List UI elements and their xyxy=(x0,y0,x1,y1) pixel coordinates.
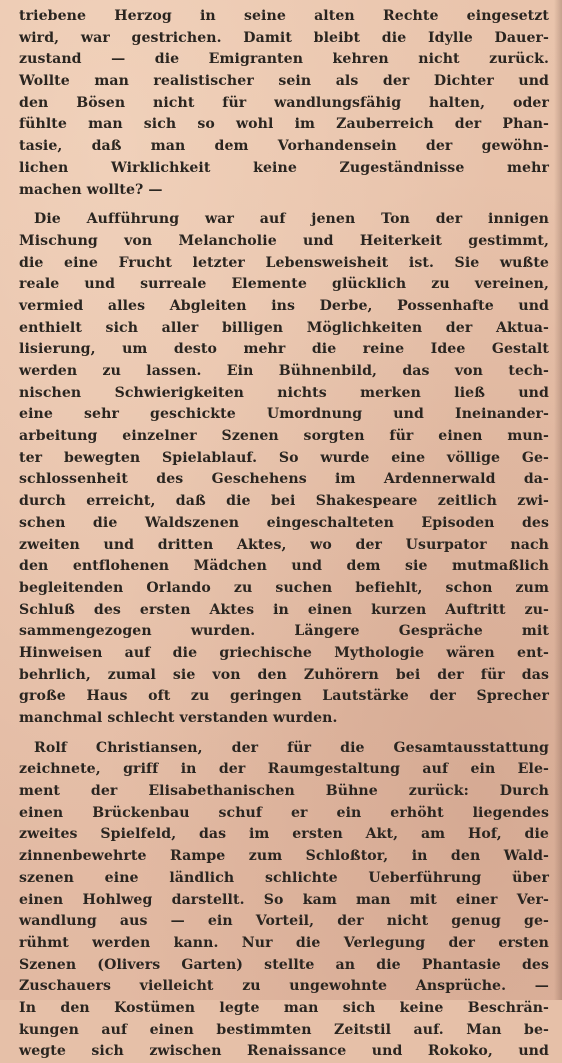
text-line: wandlung aus — ein Vorteil, der nicht genug ge- xyxy=(19,913,549,930)
text-line: sammengezogen wurden. Längere Gespräche mit xyxy=(19,623,549,640)
article-paragraph xyxy=(19,209,549,730)
text-line: enthielt sich aller billigen Möglichkeiten der Aktua- xyxy=(19,319,549,336)
text-line: zweiten und dritten Aktes, wo der Usurpator nach xyxy=(19,536,549,553)
text-line: große Haus oft zu geringen Lautstärke der Sprecher xyxy=(19,688,549,705)
text-line: durch erreicht, daß die bei Shakespeare zeitlich zwi- xyxy=(19,493,549,510)
text-line: Wollte man realistischer sein als der Dichter und xyxy=(19,73,549,90)
text-line: schlossenheit des Geschehens im Ardennerwald da- xyxy=(19,471,549,488)
text-line: eine sehr geschickte Umordnung und Ineinander- xyxy=(19,406,549,423)
text-line: ter bewegten Spielablauf. So wurde eine völlige Ge- xyxy=(19,449,549,466)
article-paragraph xyxy=(19,738,549,1063)
text-line: rühmt werden kann. Nur die Verlegung der ersten xyxy=(19,934,549,951)
text-line: den Bösen nicht für wandlungsfähig halten, oder xyxy=(19,94,549,111)
text-line: arbeitung einzelner Szenen sorgten für einen mun- xyxy=(19,428,549,445)
text-line: Hinweisen auf die griechische Mythologie wären ent- xyxy=(19,644,549,661)
text-line: schen die Waldszenen eingeschalteten Episoden des xyxy=(19,514,549,531)
text-line: szenen eine ländlich schlichte Ueberführung über xyxy=(19,869,549,886)
text-line: Rolf Christiansen, der für die Gesamtausstattung xyxy=(34,739,549,756)
text-line: machen wollte? — xyxy=(19,181,163,198)
text-line: vermied alles Abgleiten ins Derbe, Possenhafte und xyxy=(19,297,549,314)
text-line: zweites Spielfeld, das im ersten Akt, am Hof, die xyxy=(19,826,549,843)
text-line: lisierung, um desto mehr die reine Idee Gestalt xyxy=(19,341,549,358)
text-line: tasie, daß man dem Vorhandensein der gewöhn- xyxy=(19,138,549,155)
text-line: manchmal schlecht verstanden wurden. xyxy=(19,710,338,726)
text-line: lichen Wirklichkeit keine Zugeständnisse mehr xyxy=(19,159,549,176)
text-line: In den Kostümen legte man sich keine Beschrän- xyxy=(19,999,549,1016)
paper-edge-shadow xyxy=(554,0,562,1000)
text-line: behrlich, zumal sie von den Zuhörern bei der für das xyxy=(19,666,549,683)
text-line: wird, war gestrichen. Damit bleibt die Idylle Dauer- xyxy=(19,29,549,46)
text-line: werden zu lassen. Ein Bühnenbild, das von tech- xyxy=(19,363,549,379)
text-line: den entflohenen Mädchen und dem sie mutmaßlich xyxy=(19,558,549,575)
text-line: zinnenbewehrte Rampe zum Schloßtor, in den Wald- xyxy=(19,848,549,865)
text-line: zustand — die Emigranten kehren nicht zurück. xyxy=(19,51,549,68)
article-column xyxy=(19,6,549,1063)
text-line: begleitenden Orlando zu suchen befiehlt, schon zum xyxy=(19,579,549,596)
article-paragraph xyxy=(19,6,549,201)
text-line: zeichnete, griff in der Raumgestaltung auf ein Ele- xyxy=(19,761,549,778)
text-line: fühlte man sich so wohl im Zauberreich der Phan- xyxy=(19,116,549,133)
text-line: Mischung von Melancholie und Heiterkeit gestimmt, xyxy=(19,232,549,249)
text-line: Die Aufführung war auf jenen Ton der innigen xyxy=(34,211,549,228)
text-line: kungen auf einen bestimmten Zeitstil auf. Man be- xyxy=(19,1021,549,1038)
text-line: die eine Frucht letzter Lebensweisheit ist. Sie wußte xyxy=(19,254,549,271)
text-line: einen Brückenbau schuf er ein erhöht liegendes xyxy=(19,804,549,821)
text-line: reale und surreale Elemente glücklich zu vereinen, xyxy=(19,276,549,293)
text-line: wegte sich zwischen Renaissance und Rokoko, und xyxy=(19,1043,549,1060)
text-line: einen Hohlweg darstellt. So kam man mit einer Ver- xyxy=(19,891,549,908)
text-line: Szenen (Olivers Garten) stellte an die Phantasie des xyxy=(19,956,549,973)
text-line: triebene Herzog in seine alten Rechte eingesetzt xyxy=(19,8,549,24)
text-line: nischen Schwierigkeiten nichts merken ließ und xyxy=(19,384,549,401)
text-line: Schluß des ersten Aktes in einen kurzen Auftritt zu- xyxy=(19,601,549,618)
text-line: ment der Elisabethanischen Bühne zurück: Durch xyxy=(19,783,549,800)
text-line: Zuschauers vielleicht zu ungewohnte Ansprüche. — xyxy=(19,978,549,995)
